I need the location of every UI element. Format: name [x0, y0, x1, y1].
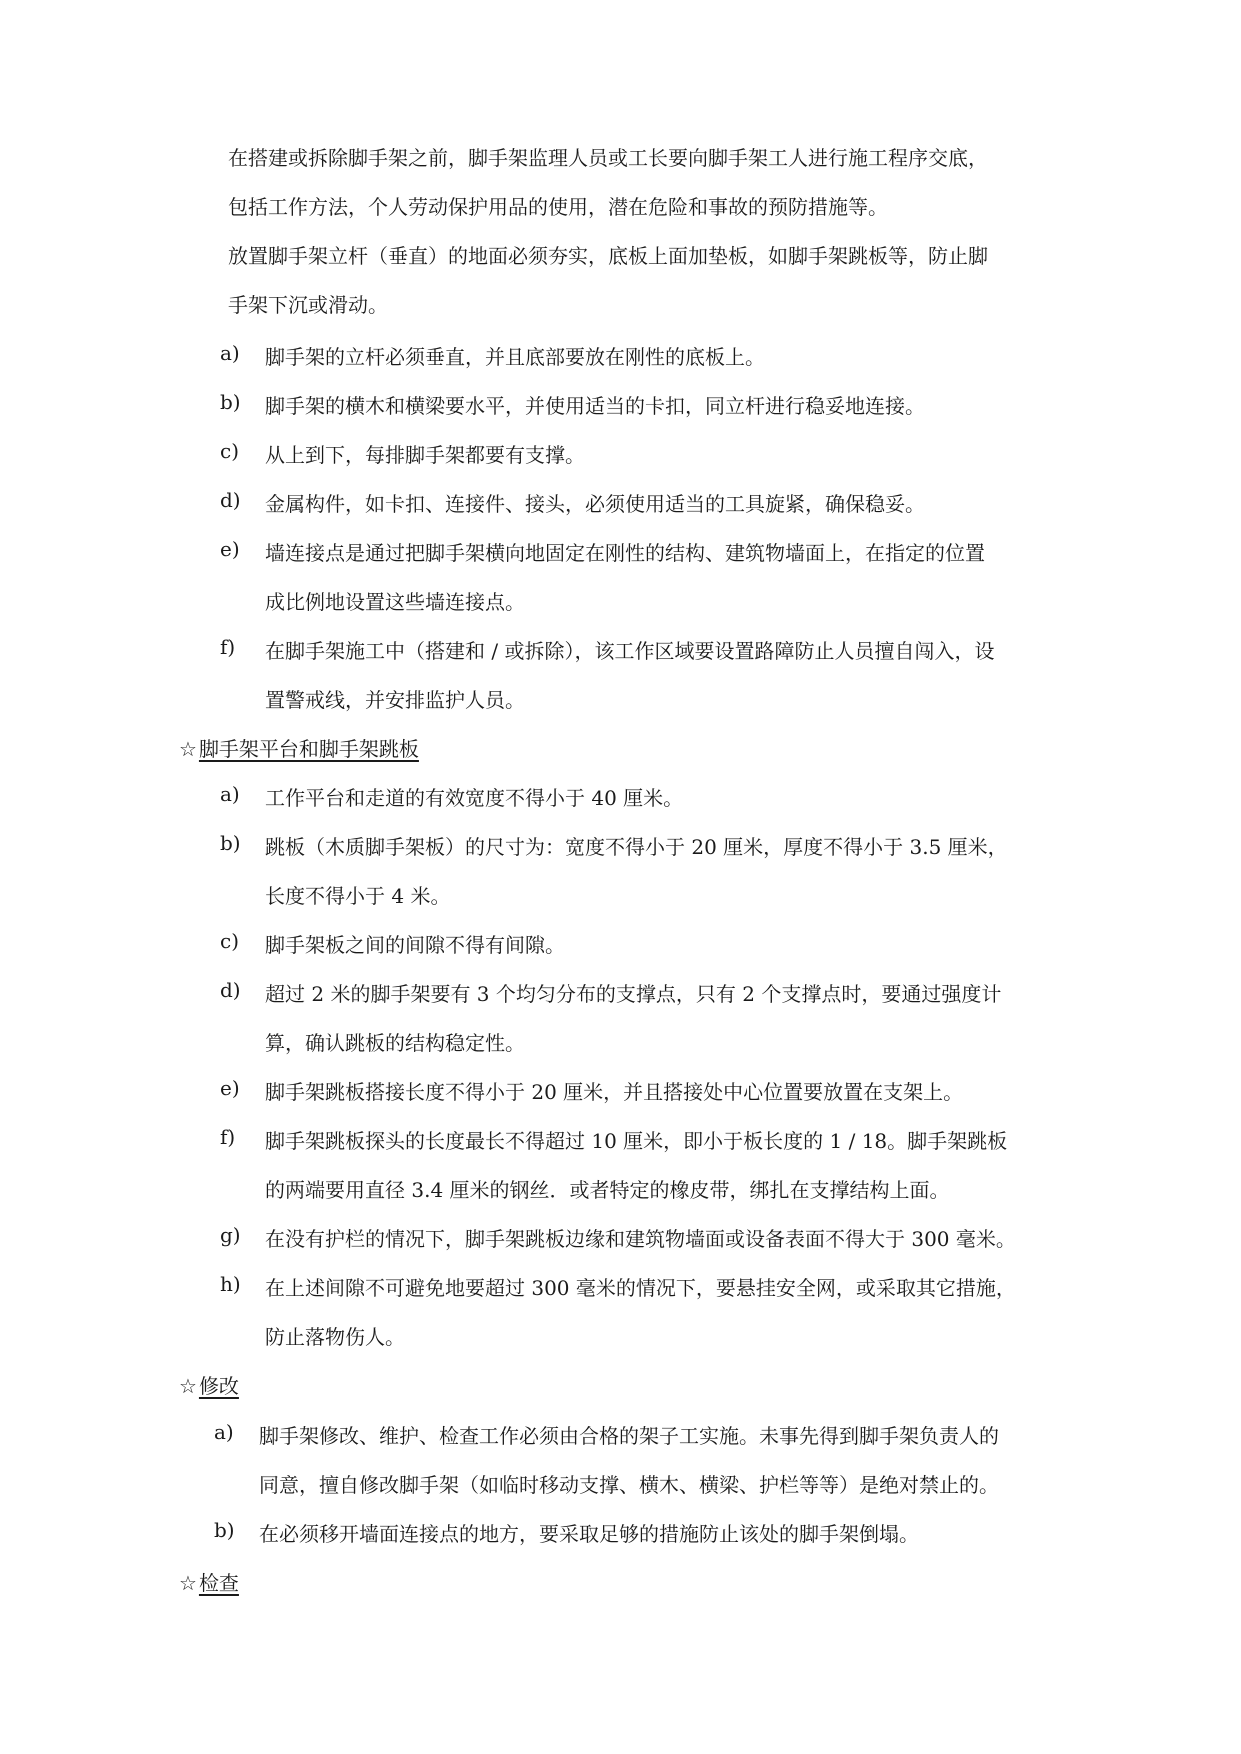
list-marker: e) [220, 1076, 240, 1100]
list-marker: g) [220, 1223, 241, 1247]
section-heading-platform [179, 733, 419, 762]
paragraph-line: 包括工作方法，个人劳动保护用品的使用，潜在危险和事故的预防措施等。 [228, 195, 888, 219]
list-marker: a) [214, 1420, 234, 1444]
list-item-text: 置警戒线，并安排监护人员。 [265, 688, 525, 712]
list-marker: d) [220, 488, 241, 512]
list-marker: b) [220, 831, 241, 855]
list-marker: c) [220, 439, 240, 463]
list-marker: a) [220, 782, 240, 806]
list-marker: c) [220, 929, 240, 953]
list-item-text: 同意，擅自修改脚手架（如临时移动支撑、横木、横梁、护栏等等）是绝对禁止的。 [259, 1473, 999, 1497]
list-marker: b) [214, 1518, 235, 1542]
intro-paragraph-2 [228, 232, 1068, 330]
intro-paragraph-1 [228, 134, 1068, 232]
list-item-text: 在没有护栏的情况下，脚手架跳板边缘和建筑物墙面或设备表面不得大于 300 毫米。 [265, 1227, 1016, 1251]
list-item-text: 超过 2 米的脚手架要有 3 个均匀分布的支撑点，只有 2 个支撑点时，要通过强度计 [265, 982, 1002, 1006]
list-item-text: 脚手架跳板探头的长度最长不得超过 10 厘米，即小于板长度的 1 / 18。脚手架跳板 [265, 1129, 1008, 1153]
list-marker: a) [220, 341, 240, 365]
list-item-text: 的两端要用直径 3.4 厘米的钢丝．或者特定的橡皮带，绑扎在支撑结构上面。 [265, 1178, 950, 1202]
list-marker: b) [220, 390, 241, 414]
section-title: 修改 [198, 1374, 239, 1398]
list-item-text: 工作平台和走道的有效宽度不得小于 40 厘米。 [265, 786, 684, 810]
star-icon: ☆ [179, 737, 197, 761]
star-icon: ☆ [179, 1571, 197, 1595]
list-item-text: 成比例地设置这些墙连接点。 [265, 590, 525, 614]
list-item-text: 脚手架板之间的间隙不得有间隙。 [265, 933, 565, 957]
list-marker: e) [220, 537, 240, 561]
list-item-text: 防止落物伤人。 [265, 1325, 405, 1349]
list-marker: h) [220, 1272, 241, 1296]
list-item-text: 在脚手架施工中（搭建和 / 或拆除），该工作区域要设置路障防止人员擅自闯入，设 [265, 639, 995, 663]
list-item-text: 跳板（木质脚手架板）的尺寸为：宽度不得小于 20 厘米，厚度不得小于 3.5 厘米， [265, 835, 1008, 859]
list-item-text: 算，确认跳板的结构稳定性。 [265, 1031, 525, 1055]
list-marker: f) [220, 1125, 236, 1149]
list-marker: f) [220, 635, 236, 659]
list-item-text: 墙连接点是通过把脚手架横向地固定在刚性的结构、建筑物墙面上，在指定的位置 [265, 541, 985, 565]
list-item-text: 金属构件，如卡扣、连接件、接头，必须使用适当的工具旋紧，确保稳妥。 [265, 492, 925, 516]
list-item-text: 在上述间隙不可避免地要超过 300 毫米的情况下，要悬挂安全网，或采取其它措施， [265, 1276, 1016, 1300]
paragraph-line: 手架下沉或滑动。 [228, 293, 388, 317]
list-item-text: 脚手架的横木和横梁要水平，并使用适当的卡扣，同立杆进行稳妥地连接。 [265, 394, 925, 418]
star-icon: ☆ [179, 1374, 197, 1398]
section-title: 脚手架平台和脚手架跳板 [198, 737, 419, 761]
list-item-text: 脚手架跳板搭接长度不得小于 20 厘米，并且搭接处中心位置要放置在支架上。 [265, 1080, 964, 1104]
list-item-text: 脚手架修改、维护、检查工作必须由合格的架子工实施。未事先得到脚手架负责人的 [259, 1424, 999, 1448]
section-heading-modify [179, 1370, 239, 1399]
paragraph-line: 放置脚手架立杆（垂直）的地面必须夯实，底板上面加垫板，如脚手架跳板等，防止脚 [228, 244, 988, 268]
list-item-text: 长度不得小于 4 米。 [265, 884, 451, 908]
list-marker: d) [220, 978, 241, 1002]
section-heading-inspect [179, 1567, 239, 1596]
paragraph-line: 在搭建或拆除脚手架之前，脚手架监理人员或工长要向脚手架工人进行施工程序交底， [228, 146, 988, 170]
list-item-text: 在必须移开墙面连接点的地方，要采取足够的措施防止该处的脚手架倒塌。 [259, 1522, 919, 1546]
section-title: 检查 [198, 1571, 239, 1595]
list-item-text: 脚手架的立杆必须垂直，并且底部要放在刚性的底板上。 [265, 345, 765, 369]
list-item-text: 从上到下，每排脚手架都要有支撑。 [265, 443, 585, 467]
